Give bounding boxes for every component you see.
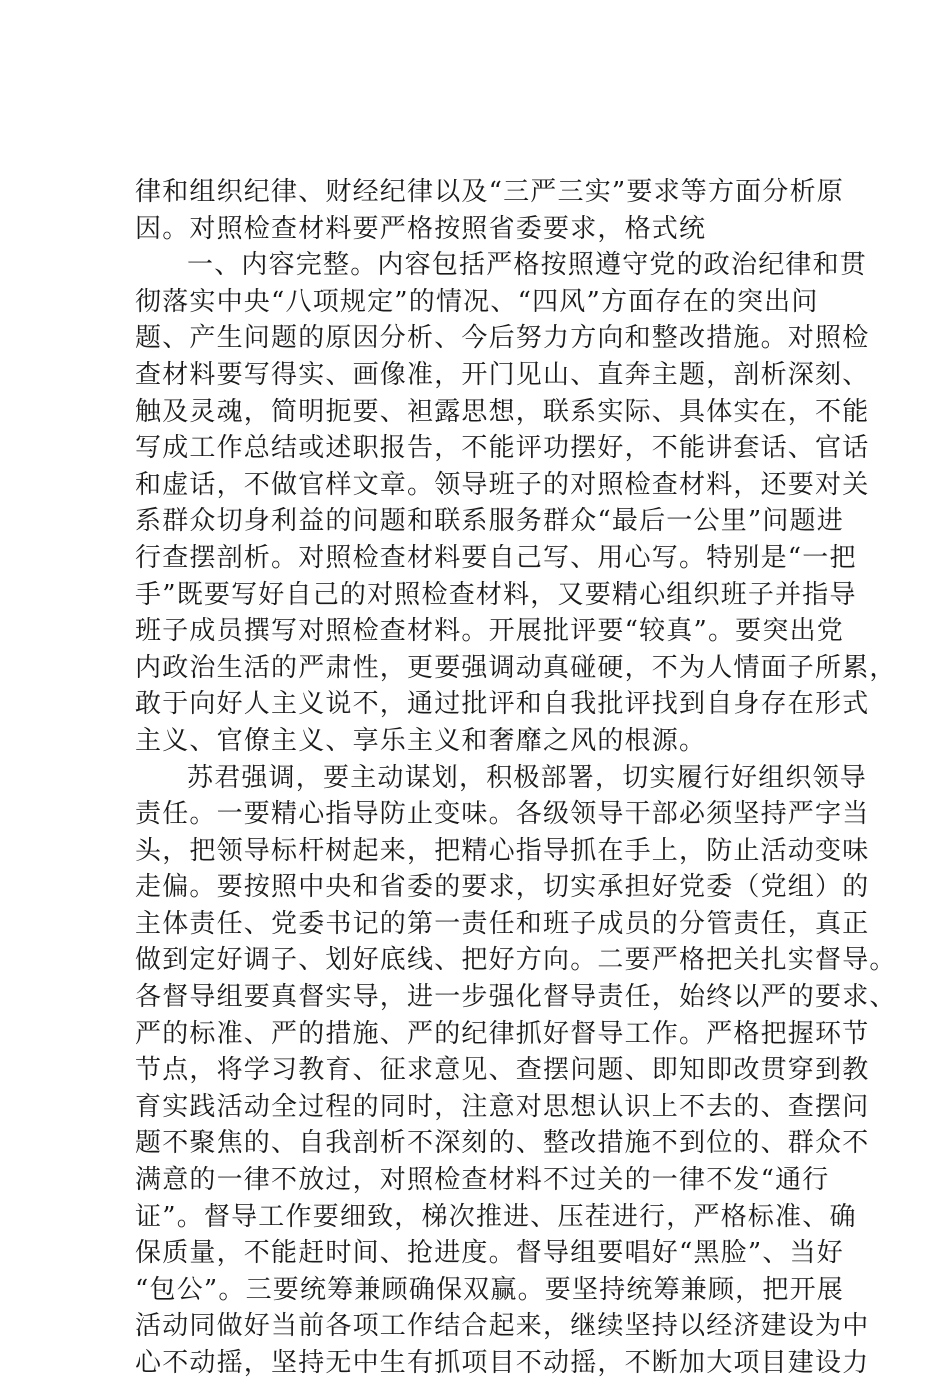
- text-line: 责任。一要精心指导防止变味。各级领导干部必须坚持严字当: [135, 799, 870, 830]
- text-line: 一、内容完整。内容包括严格按照遵守党的政治纪律和贯: [187, 250, 868, 281]
- text-line: 和虚话，不做官样文章。领导班子的对照检查材料，还要对关: [135, 469, 870, 500]
- text-line: 系群众切身利益的问题和联系服务群众“最后一公里”问题进: [135, 506, 844, 537]
- text-line: 行查摆剖析。对照检查材料要自己写、用心写。特别是“一把: [135, 542, 857, 573]
- text-line: 手”既要写好自己的对照检查材料，又要精心组织班子并指导: [135, 579, 857, 610]
- text-line: 各督导组要真督实导，进一步强化督导责任，始终以严的要求、: [135, 982, 897, 1013]
- text-line: 走偏。要按照中央和省委的要求，切实承担好党委（党组）的: [135, 872, 870, 903]
- text-line: 心不动摇，坚持无中生有抓项目不动摇，不断加大项目建设力: [135, 1348, 870, 1378]
- text-line: 证”。督导工作要细致，梯次推进、压茬进行，严格标准、确: [135, 1201, 857, 1232]
- text-line: 苏君强调，要主动谋划，积极部署，切实履行好组织领导: [187, 762, 868, 793]
- body-text: [135, 174, 897, 1382]
- text-line: 严的标准、严的措施、严的纪律抓好督导工作。严格把握环节: [135, 1018, 870, 1049]
- text-line: 活动同做好当前各项工作结合起来，继续坚持以经济建设为中: [135, 1311, 870, 1342]
- text-line: 主体责任、党委书记的第一责任和班子成员的分管责任，真正: [135, 908, 870, 939]
- text-line: 做到定好调子、划好底线、把好方向。二要严格把关扎实督导。: [135, 945, 897, 976]
- text-line: 满意的一律不放过，对照检查材料不过关的一律不发“通行: [135, 1165, 830, 1196]
- text-line: 节点，将学习教育、征求意见、查摆问题、即知即改贯穿到教: [135, 1055, 870, 1086]
- text-line: 查材料要写得实、画像准，开门见山、直奔主题，剖析深刻、: [135, 359, 870, 390]
- text-line: 保质量，不能赶时间、抢进度。督导组要唱好“黑脸”、当好: [135, 1238, 844, 1269]
- text-line: 因。对照检查材料要严格按照省委要求，格式统: [135, 213, 707, 244]
- text-line: 彻落实中央“八项规定”的情况、“四风”方面存在的突出问: [135, 286, 819, 317]
- text-line: “包公”。三要统筹兼顾确保双赢。要坚持统筹兼顾，把开展: [135, 1274, 844, 1305]
- text-line: 育实践活动全过程的同时，注意对思想认识上不去的、查摆问: [135, 1091, 870, 1122]
- text-line: 律和组织纪律、财经纪律以及“三严三实”要求等方面分析原: [135, 177, 844, 207]
- text-line: 头，把领导标杆树起来，把精心指导抓在手上，防止活动变味: [135, 835, 870, 866]
- text-line: 题不聚焦的、自我剖析不深刻的、整改措施不到位的、群众不: [135, 1128, 870, 1159]
- text-line: 主义、官僚主义、享乐主义和奢靡之风的根源。: [135, 725, 707, 756]
- text-line: 敢于向好人主义说不，通过批评和自我批评找到自身存在形式: [135, 689, 870, 720]
- text-line: 题、产生问题的原因分析、今后努力方向和整改措施。对照检: [135, 323, 870, 354]
- text-line: 写成工作总结或述职报告，不能评功摆好，不能讲套话、官话: [135, 433, 870, 464]
- text-line: 触及灵魂，简明扼要、袒露思想，联系实际、具体实在，不能: [135, 396, 870, 427]
- text-line: 内政治生活的严肃性，更要强调动真碰硬，不为人情面子所累，: [135, 652, 897, 683]
- text-line: 班子成员撰写对照检查材料。开展批评要“较真”。要突出党: [135, 616, 844, 647]
